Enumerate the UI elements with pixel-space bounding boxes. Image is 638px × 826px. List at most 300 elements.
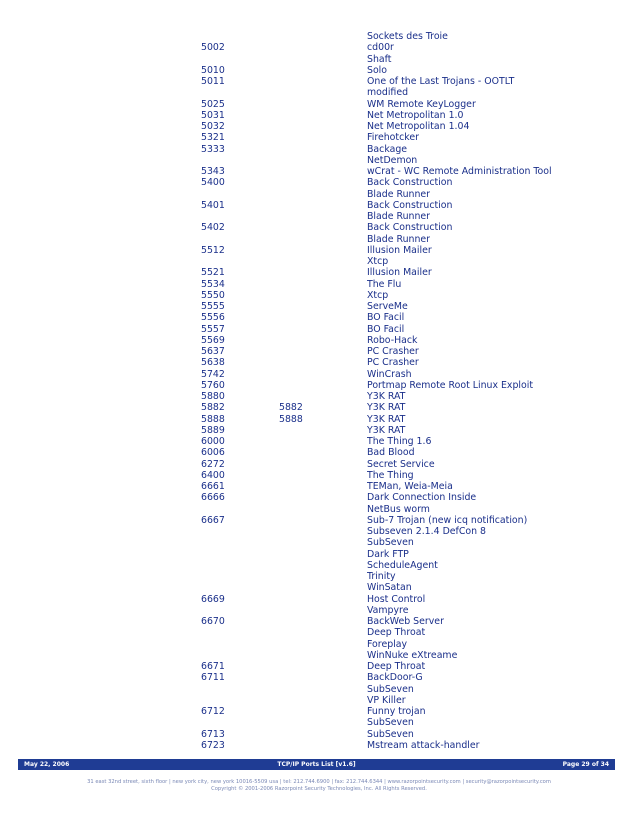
tcp-port-cell: 5550 <box>201 289 225 301</box>
tcp-port-cell <box>201 256 279 267</box>
udp-port-cell <box>279 177 367 188</box>
table-row <box>0 504 638 515</box>
row-indent <box>0 582 201 593</box>
udp-port-cell <box>279 481 367 492</box>
trojan-name-cell: WinNuke eXtreame <box>367 649 458 661</box>
row-indent <box>0 346 201 357</box>
table-row <box>0 357 638 368</box>
udp-port-cell <box>279 695 367 706</box>
tcp-port-cell: 5880 <box>201 391 225 402</box>
tcp-port-cell: 5534 <box>201 278 225 290</box>
row-indent <box>0 447 201 458</box>
udp-port-cell <box>279 76 367 87</box>
table-row <box>0 447 638 458</box>
row-indent <box>0 425 201 436</box>
udp-port-cell <box>279 425 367 436</box>
row-indent <box>0 155 201 166</box>
row-indent <box>0 639 201 650</box>
row-indent <box>0 234 201 245</box>
table-row <box>0 132 638 143</box>
row-indent <box>0 717 201 728</box>
row-indent <box>0 459 201 470</box>
table-row <box>0 200 638 211</box>
tcp-port-cell: 5343 <box>201 166 225 177</box>
table-row <box>0 661 638 672</box>
trojan-name-cell: Solo <box>367 64 388 76</box>
row-indent <box>0 571 201 582</box>
table-row <box>0 492 638 503</box>
row-indent <box>0 504 201 515</box>
trojan-name-cell: PC Crasher <box>367 357 419 369</box>
tcp-port-cell: 6671 <box>201 661 225 672</box>
table-row <box>0 324 638 335</box>
row-indent <box>0 402 201 413</box>
trojan-name-cell: modified <box>367 87 409 99</box>
udp-port-cell <box>279 121 367 132</box>
udp-port-cell <box>279 594 367 605</box>
tcp-port-cell: 5011 <box>201 76 225 87</box>
table-row <box>0 672 638 683</box>
table-row <box>0 380 638 391</box>
table-row <box>0 155 638 166</box>
udp-port-cell <box>279 380 367 391</box>
udp-port-cell <box>279 301 367 312</box>
row-indent <box>0 627 201 638</box>
udp-port-cell <box>279 706 367 717</box>
tcp-port-cell <box>201 605 279 616</box>
table-row <box>0 189 638 200</box>
tcp-port-cell: 5401 <box>201 199 225 211</box>
trojan-name-cell: Dark FTP <box>367 548 409 560</box>
tcp-port-cell: 6006 <box>201 447 225 459</box>
row-indent <box>0 391 201 402</box>
tcp-port-cell: 5556 <box>201 312 225 324</box>
tcp-port-cell <box>201 627 279 638</box>
table-row <box>0 639 638 650</box>
table-row <box>0 414 638 425</box>
trojan-name-cell: Subseven 2.1.4 DefCon 8 <box>367 526 487 537</box>
row-indent <box>0 42 201 53</box>
row-indent <box>0 87 201 98</box>
row-indent <box>0 144 201 155</box>
tcp-port-cell: 5031 <box>201 109 225 121</box>
table-row <box>0 211 638 222</box>
tcp-port-cell <box>201 695 279 706</box>
footer-address: 31 east 32nd street, sixth floor | new york city, new york 10016-5509 usa | tel: 212.744.6900 | fax: 212.744.6344 | www.razorpointsecurity.com | security@razorpointsecurity.com <box>87 779 551 785</box>
table-row <box>0 267 638 278</box>
trojan-name-cell: Shaft <box>367 53 392 65</box>
udp-port-cell <box>279 132 367 143</box>
tcp-port-cell: 5742 <box>201 368 225 380</box>
tcp-port-cell: 6723 <box>201 739 225 751</box>
trojan-name-cell: Sub-7 Trojan (new icq notification) <box>367 514 528 526</box>
udp-port-cell <box>279 189 367 200</box>
tcp-port-cell <box>201 639 279 650</box>
tcp-port-cell <box>201 211 279 222</box>
trojan-name-cell: Backage <box>367 143 408 155</box>
trojan-name-cell: WM Remote KeyLogger <box>367 98 476 110</box>
udp-port-cell <box>279 560 367 571</box>
udp-port-cell <box>279 369 367 380</box>
tcp-port-cell <box>201 560 279 571</box>
tcp-port-cell: 5638 <box>201 357 225 369</box>
table-row <box>0 650 638 661</box>
tcp-port-cell: 5333 <box>201 143 225 155</box>
udp-port-cell <box>279 234 367 245</box>
table-row <box>0 245 638 256</box>
row-indent <box>0 740 201 751</box>
row-indent <box>0 99 201 110</box>
row-indent <box>0 594 201 605</box>
table-row <box>0 605 638 616</box>
table-row <box>0 594 638 605</box>
udp-port-cell <box>279 447 367 458</box>
tcp-port-cell: 5555 <box>201 301 225 312</box>
udp-port-cell <box>279 740 367 751</box>
tcp-port-cell: 6400 <box>201 469 225 481</box>
row-indent <box>0 132 201 143</box>
trojan-name-cell: Blade Runner <box>367 233 431 245</box>
row-indent <box>0 706 201 717</box>
udp-port-cell <box>279 222 367 233</box>
trojan-name-cell: Y3K RAT <box>367 424 406 436</box>
udp-port-cell <box>279 549 367 560</box>
ports-table <box>0 31 638 751</box>
table-row <box>0 346 638 357</box>
row-indent <box>0 549 201 560</box>
row-indent <box>0 222 201 233</box>
trojan-name-cell: Vampyre <box>367 604 409 616</box>
row-indent <box>0 729 201 740</box>
row-indent <box>0 54 201 65</box>
table-row <box>0 65 638 76</box>
udp-port-cell <box>279 672 367 683</box>
trojan-name-cell: BO Facil <box>367 312 405 324</box>
udp-port-cell <box>279 639 367 650</box>
udp-port-cell <box>279 504 367 515</box>
tcp-port-cell: 5521 <box>201 267 225 279</box>
udp-port-cell <box>279 391 367 402</box>
trojan-name-cell: SubSeven <box>367 728 414 740</box>
table-row <box>0 369 638 380</box>
tcp-port-cell: 6669 <box>201 593 225 605</box>
udp-port-cell <box>279 492 367 503</box>
udp-port-cell <box>279 717 367 728</box>
tcp-port-cell <box>201 571 279 582</box>
row-indent <box>0 189 201 200</box>
table-row <box>0 166 638 177</box>
row-indent <box>0 65 201 76</box>
trojan-name-cell: Mstream attack-handler <box>367 739 480 751</box>
trojan-name-cell: VP Killer <box>367 694 406 706</box>
udp-port-cell <box>279 65 367 76</box>
table-row <box>0 627 638 638</box>
table-row <box>0 31 638 42</box>
udp-port-cell <box>279 324 367 335</box>
trojan-name-cell: cd00r <box>367 42 394 54</box>
table-row <box>0 436 638 447</box>
tcp-port-cell: 6670 <box>201 616 225 627</box>
trojan-name-cell: Deep Throat <box>367 661 426 672</box>
table-row <box>0 425 638 436</box>
tcp-port-cell: 6711 <box>201 672 225 684</box>
trojan-name-cell: Xtcp <box>367 256 389 267</box>
udp-port-cell <box>279 537 367 548</box>
tcp-port-cell: 5010 <box>201 64 225 76</box>
tcp-port-cell: 5002 <box>201 42 225 54</box>
table-row <box>0 234 638 245</box>
trojan-name-cell: Host Control <box>367 593 426 605</box>
tcp-port-cell: 5321 <box>201 132 225 144</box>
row-indent <box>0 245 201 256</box>
table-row <box>0 335 638 346</box>
udp-port-cell: 5888 <box>279 413 303 425</box>
trojan-name-cell: Portmap Remote Root Linux Exploit <box>367 379 534 391</box>
row-indent <box>0 436 201 447</box>
tcp-port-cell: 5889 <box>201 424 225 436</box>
table-row <box>0 459 638 470</box>
table-row <box>0 279 638 290</box>
footer-date: May 22, 2006 <box>24 761 70 768</box>
row-indent <box>0 121 201 132</box>
trojan-name-cell: ServeMe <box>367 301 408 312</box>
trojan-name-cell: Firehotcker <box>367 132 419 144</box>
row-indent <box>0 526 201 537</box>
udp-port-cell <box>279 54 367 65</box>
row-indent <box>0 560 201 571</box>
trojan-name-cell: TEMan, Weia-Meia <box>367 481 453 492</box>
trojan-name-cell: Secret Service <box>367 458 435 470</box>
udp-port-cell <box>279 470 367 481</box>
udp-port-cell <box>279 526 367 537</box>
udp-port-cell <box>279 155 367 166</box>
row-indent <box>0 492 201 503</box>
table-row <box>0 481 638 492</box>
table-row <box>0 740 638 751</box>
table-row <box>0 402 638 413</box>
trojan-name-cell: SubSeven <box>367 537 414 549</box>
table-row <box>0 526 638 537</box>
udp-port-cell <box>279 571 367 582</box>
trojan-name-cell: Robo-Hack <box>367 334 418 346</box>
udp-port-cell <box>279 605 367 616</box>
row-indent <box>0 672 201 683</box>
row-indent <box>0 470 201 481</box>
udp-port-cell <box>279 290 367 301</box>
row-indent <box>0 661 201 672</box>
udp-port-cell <box>279 144 367 155</box>
trojan-name-cell: Y3K RAT <box>367 402 406 414</box>
footer-title: TCP/IP Ports List [v1.6] <box>277 761 356 768</box>
tcp-port-cell: 5760 <box>201 379 225 391</box>
table-row <box>0 87 638 98</box>
tcp-port-cell <box>201 234 279 245</box>
udp-port-cell <box>279 582 367 593</box>
trojan-name-cell: wCrat - WC Remote Administration Tool <box>367 166 552 177</box>
udp-port-cell <box>279 110 367 121</box>
trojan-name-cell: Xtcp <box>367 289 389 301</box>
tcp-port-cell: 5888 <box>201 413 225 425</box>
tcp-port-cell <box>201 582 279 593</box>
tcp-port-cell: 6272 <box>201 458 225 470</box>
table-row <box>0 290 638 301</box>
trojan-name-cell: SubSeven <box>367 683 414 695</box>
udp-port-cell <box>279 335 367 346</box>
tcp-port-cell: 6713 <box>201 728 225 740</box>
tcp-port-cell <box>201 189 279 200</box>
table-row <box>0 76 638 87</box>
table-row <box>0 99 638 110</box>
table-row <box>0 571 638 582</box>
trojan-name-cell: Back Construction <box>367 177 453 189</box>
udp-port-cell <box>279 256 367 267</box>
trojan-name-cell: Net Metropolitan 1.0 <box>367 109 464 121</box>
udp-port-cell <box>279 357 367 368</box>
trojan-name-cell: Blade Runner <box>367 211 431 222</box>
row-indent <box>0 301 201 312</box>
udp-port-cell <box>279 346 367 357</box>
udp-port-cell <box>279 245 367 256</box>
trojan-name-cell: Y3K RAT <box>367 391 406 402</box>
trojan-name-cell: BackWeb Server <box>367 616 444 627</box>
trojan-name-cell: BO Facil <box>367 323 405 335</box>
row-indent <box>0 177 201 188</box>
row-indent <box>0 324 201 335</box>
udp-port-cell <box>279 42 367 53</box>
row-indent <box>0 166 201 177</box>
trojan-name-cell: Bad Blood <box>367 447 415 459</box>
row-indent <box>0 76 201 87</box>
row-indent <box>0 515 201 526</box>
row-indent <box>0 267 201 278</box>
tcp-port-cell <box>201 650 279 661</box>
tcp-port-cell: 6661 <box>201 481 225 492</box>
row-indent <box>0 481 201 492</box>
udp-port-cell <box>279 650 367 661</box>
table-row <box>0 560 638 571</box>
table-row <box>0 391 638 402</box>
ports-table-body <box>0 31 638 751</box>
table-row <box>0 222 638 233</box>
footer-bar <box>18 759 615 770</box>
table-row <box>0 537 638 548</box>
udp-port-cell: 5882 <box>279 402 303 414</box>
table-row <box>0 616 638 627</box>
trojan-name-cell: WinSatan <box>367 582 412 594</box>
row-indent <box>0 200 201 211</box>
tcp-port-cell: 6712 <box>201 706 225 717</box>
tcp-port-cell <box>201 155 279 166</box>
tcp-port-cell <box>201 549 279 560</box>
row-indent <box>0 369 201 380</box>
udp-port-cell <box>279 31 367 42</box>
tcp-port-cell <box>201 526 279 537</box>
tcp-port-cell <box>201 87 279 98</box>
tcp-port-cell: 6666 <box>201 492 225 504</box>
trojan-name-cell: Foreplay <box>367 638 408 650</box>
udp-port-cell <box>279 211 367 222</box>
table-row <box>0 42 638 53</box>
tcp-port-cell <box>201 684 279 695</box>
trojan-name-cell: Trinity <box>367 571 396 582</box>
tcp-port-cell <box>201 54 279 65</box>
udp-port-cell <box>279 684 367 695</box>
trojan-name-cell: ScheduleAgent <box>367 559 438 571</box>
tcp-port-cell <box>201 504 279 515</box>
row-indent <box>0 31 201 42</box>
row-indent <box>0 650 201 661</box>
trojan-name-cell: Funny trojan <box>367 706 426 717</box>
trojan-name-cell: Blade Runner <box>367 188 431 200</box>
tcp-port-cell: 5400 <box>201 177 225 189</box>
row-indent <box>0 380 201 391</box>
udp-port-cell <box>279 279 367 290</box>
udp-port-cell <box>279 515 367 526</box>
table-row <box>0 729 638 740</box>
table-row <box>0 121 638 132</box>
trojan-name-cell: Dark Connection Inside <box>367 492 477 504</box>
tcp-port-cell: 5402 <box>201 222 225 234</box>
table-row <box>0 515 638 526</box>
udp-port-cell <box>279 267 367 278</box>
row-indent <box>0 279 201 290</box>
tcp-port-cell: 5512 <box>201 244 225 256</box>
table-row <box>0 549 638 560</box>
row-indent <box>0 605 201 616</box>
row-indent <box>0 110 201 121</box>
trojan-name-cell: The Thing <box>367 469 414 481</box>
udp-port-cell <box>279 312 367 323</box>
table-row <box>0 684 638 695</box>
table-row <box>0 256 638 267</box>
udp-port-cell <box>279 616 367 627</box>
row-indent <box>0 684 201 695</box>
udp-port-cell <box>279 627 367 638</box>
tcp-port-cell <box>201 717 279 728</box>
tcp-port-cell: 5637 <box>201 346 225 357</box>
trojan-name-cell: Back Construction <box>367 199 453 211</box>
trojan-name-cell: NetBus worm <box>367 503 430 515</box>
trojan-name-cell: WinCrash <box>367 368 412 380</box>
tcp-port-cell <box>201 31 279 42</box>
table-row <box>0 301 638 312</box>
row-indent <box>0 290 201 301</box>
trojan-name-cell: BackDoor-G <box>367 672 423 684</box>
table-row <box>0 54 638 65</box>
tcp-port-cell: 5569 <box>201 334 225 346</box>
tcp-port-cell: 5025 <box>201 98 225 110</box>
udp-port-cell <box>279 661 367 672</box>
table-row <box>0 717 638 728</box>
udp-port-cell <box>279 200 367 211</box>
trojan-name-cell: One of the Last Trojans - OOTLT <box>367 76 515 87</box>
table-row <box>0 582 638 593</box>
tcp-port-cell: 6667 <box>201 514 225 526</box>
udp-port-cell <box>279 436 367 447</box>
trojan-name-cell: The Thing 1.6 <box>367 436 432 447</box>
trojan-name-cell: SubSeven <box>367 717 414 729</box>
table-row <box>0 312 638 323</box>
row-indent <box>0 211 201 222</box>
table-row <box>0 470 638 481</box>
trojan-name-cell: Y3K RAT <box>367 413 406 425</box>
row-indent <box>0 414 201 425</box>
row-indent <box>0 616 201 627</box>
tcp-port-cell <box>201 537 279 548</box>
trojan-name-cell: The Flu <box>367 278 402 290</box>
tcp-port-cell: 5882 <box>201 402 225 414</box>
trojan-name-cell: NetDemon <box>367 154 418 166</box>
